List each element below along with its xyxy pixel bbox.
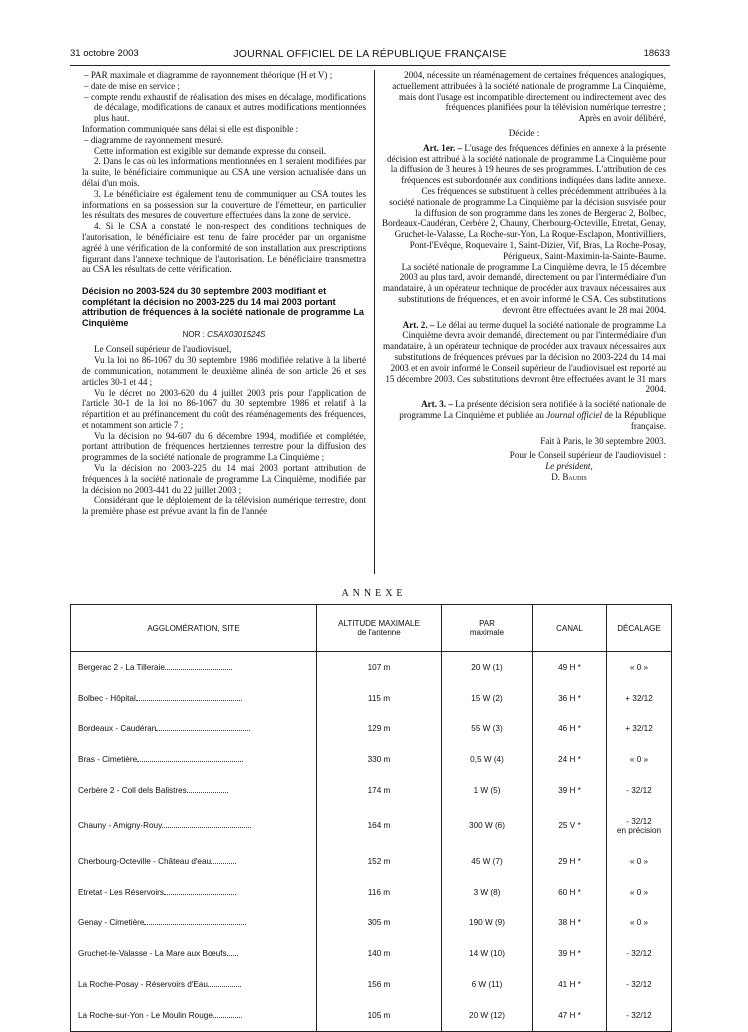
table-header-row	[71, 605, 672, 652]
altitude-cell: 156 m	[317, 969, 442, 1000]
decalage-cell: + 32/12	[607, 714, 672, 745]
decalage-cell: « 0 »	[607, 846, 672, 877]
site-cell: Bras - Cimetière	[71, 744, 317, 775]
par-cell: 20 W (12)	[442, 1000, 533, 1031]
decalage-cell: - 32/12	[607, 1000, 672, 1031]
altitude-cell: 116 m	[317, 877, 442, 908]
dot-leader	[211, 862, 236, 864]
paragraph: Ces fréquences se substituent à celles précédemment attribuées à la société nationale de programme La Cinquième par la décision susvisée pour la diffusion de son programme dans les zones de Bergerac 2, Bolbec, Bordeaux-Caudéran, Cerbère 2, Chauny, Cherbourg-Octeville, Etretat, Genay, Gruchet-le-Valasse, La Roche-sur-Yon, La Roque-Esclapon, Montivilliers, Pont-l'Evêque, Roquevaire 1, Saint-Dizier, Vif, Bras, La Roche-Posay, Périgueux, Saint-Maximin-la-Sainte-Baume.	[382, 185, 666, 261]
par-cell: 14 W (10)	[442, 938, 533, 969]
signature-date: Fait à Paris, le 30 septembre 2003.	[540, 435, 666, 446]
canal-cell: 38 H *	[533, 908, 607, 939]
signature-name: D. Baudis	[551, 471, 587, 482]
altitude-cell: 105 m	[317, 1000, 442, 1031]
paragraph: Vu le décret no 2003-620 du 4 juillet 2003 pris pour l'application de l'article 30-1 de la loi no 86-1067 du 30 septembre 1986 et relatif à la répartition et au préfinancement du coût des réaménagements des fréquences, et notamment son article 7 ;	[82, 387, 366, 430]
dot-leader	[144, 923, 246, 925]
page-number: 18633	[643, 48, 670, 59]
table-row	[71, 969, 672, 1000]
table-row	[71, 652, 672, 683]
par-cell: 1 W (5)	[442, 775, 533, 806]
dot-leader	[156, 729, 249, 731]
page-header	[70, 48, 670, 62]
site-cell: Genay - Cimetière	[71, 908, 317, 939]
paragraph: La société nationale de programme La Cinquième devra, le 15 décembre 2003 au plus tard, avoir demandé, directement ou par l'intermédiaire d'un mandataire, à un opérateur technique de procéder aux travaux nécessaires aux substitutions de fréquences, et en avoir informé le CSA. Ces substitutions devront être effectuées avant le 28 mai 2004.	[382, 261, 666, 315]
list-item: – date de mise en service ;	[84, 80, 180, 91]
par-cell: 6 W (11)	[442, 969, 533, 1000]
par-cell: 300 W (6)	[442, 806, 533, 846]
journal-title: JOURNAL OFFICIEL DE LA RÉPUBLIQUE FRANÇAISE	[233, 48, 507, 60]
decide-heading: Décide :	[508, 127, 540, 138]
paragraph: Information communiquée sans délai si elle est disponible :	[82, 123, 299, 134]
dot-leader	[213, 1016, 242, 1018]
decision-title: Décision no 2003-524 du 30 septembre 2003 modifiant et complétant la décision no 2003-225 du 14 mai 2003 portant attribution de fréquences à la société nationale de programme La Cinquième	[82, 286, 364, 328]
dot-leader	[165, 668, 233, 670]
canal-cell: 24 H *	[533, 744, 607, 775]
decalage-cell: « 0 »	[607, 652, 672, 683]
signature-title: Le président,	[545, 461, 593, 472]
annexe-title: ANNEXE	[341, 588, 407, 599]
altitude-cell: 140 m	[317, 938, 442, 969]
site-cell: La Roche-sur-Yon - Le Moulin Rouge	[71, 1000, 317, 1031]
nor-reference: NOR : CSAX0301524S	[182, 329, 266, 339]
article-2: Art. 2. – Le délai au terme duquel la société nationale de programme La Cinquième devra avoir demandé, directement ou par l'intermédiaire d'un mandataire, à un opérateur technique de procéder aux travaux nécessaires aux substitutions de fréquences prévues par la décision no 2003-224 du 14 mai 2003 et en avoir informé le Conseil supérieur de l'audiovisuel est reporté au 15 décembre 2003. Ces substitutions devront être effectuées avant le 31 mars 2004.	[382, 319, 666, 395]
canal-cell: 29 H *	[533, 846, 607, 877]
altitude-cell: 164 m	[317, 806, 442, 846]
site-cell: Gruchet-le-Valasse - La Mare aux Bœufs	[71, 938, 317, 969]
paragraph: 3. Le bénéficiaire est également tenu de communiquer au CSA toutes les informations en sa possession sur la couverture de l'émetteur, en particulier les résultats des mesures de couverture effectuées dans la zone de service.	[82, 188, 366, 221]
canal-cell: 41 H *	[533, 969, 607, 1000]
paragraph: Après en avoir délibéré,	[578, 113, 666, 124]
canal-cell: 39 H *	[533, 775, 607, 806]
paragraph: 2. Dans le cas où les informations mentionnées en 1 seraient modifiées par la suite, le bénéficiaire communique au CSA une version actualisée dans un délai d'un mois.	[82, 156, 366, 188]
site-cell: Bergerac 2 - La Tilleraie	[71, 652, 317, 683]
column-header-canal: CANAL	[533, 605, 607, 652]
decalage-cell: « 0 »	[607, 908, 672, 939]
dot-leader	[208, 985, 241, 987]
decalage-cell: - 32/12	[607, 969, 672, 1000]
par-cell: 190 W (9)	[442, 908, 533, 939]
table-row	[71, 775, 672, 806]
site-cell: Cerbère 2 - Coll dels Balistres	[71, 775, 317, 806]
header-date: 31 octobre 2003	[70, 48, 139, 59]
table-row	[71, 806, 672, 846]
altitude-cell: 330 m	[317, 744, 442, 775]
header-rule	[70, 65, 670, 66]
table-row	[71, 714, 672, 745]
decalage-cell: « 0 »	[607, 744, 672, 775]
paragraph: Vu la décision no 94-607 du 6 décembre 1994, modifiée et complétée, portant attribution de fréquences hertziennes terrestre pour la diffusion des programmes de la société nationale de programme La Cinquième ;	[82, 430, 366, 463]
decalage-cell: + 32/12	[607, 683, 672, 714]
canal-cell: 25 V *	[533, 806, 607, 846]
par-cell: 55 W (3)	[442, 714, 533, 745]
dot-leader	[162, 826, 251, 828]
table-row	[71, 846, 672, 877]
paragraph: Vu la décision no 2003-225 du 14 mai 2003 portant attribution de fréquences à la société nationale de programme La Cinquième, modifiée par la décision no 2003-441 du 22 juillet 2003 ;	[82, 463, 366, 495]
column-header-site: AGGLOMÉRATION, SITE	[71, 605, 317, 652]
article-1: Art. 1er. – L'usage des fréquences définies en annexe à la présente décision est attribué à la société nationale de programme La Cinquième pour la diffusion de 3 heures à 19 heures de ses programmes. L'attribution de ces fréquences est subordonnée aux conditions indiquées dans ladite annexe.	[386, 142, 666, 186]
altitude-cell: 107 m	[317, 652, 442, 683]
dot-leader	[164, 893, 236, 895]
paragraph: Cette information est exigible sur demande expresse du conseil.	[94, 145, 327, 156]
table-row	[71, 908, 672, 939]
par-cell: 3 W (8)	[442, 877, 533, 908]
article-3: Art. 3. – La présente décision sera notifiée à la société nationale de programme La Cinquième et publiée au Journal officiel de la République française.	[399, 399, 666, 431]
column-divider	[374, 70, 375, 574]
altitude-cell: 129 m	[317, 714, 442, 745]
paragraph: 4. Si le CSA a constaté le non-respect des conditions techniques de l'autorisation, le bénéficiaire est tenu de faire procéder par un organisme agréé à une vérification de la conformité de son installation aux prescriptions figurant dans l'annexe technique de l'autorisation. Le bénéficiaire transmettra au CSA les résultats de cette vérification.	[82, 221, 366, 275]
table-row	[71, 683, 672, 714]
dot-leader	[187, 791, 229, 793]
decalage-cell: - 32/12	[607, 775, 672, 806]
dot-leader	[137, 760, 243, 762]
altitude-cell: 115 m	[317, 683, 442, 714]
site-cell: Cherbourg-Octeville - Château d'eau	[71, 846, 317, 877]
right-column	[382, 70, 666, 483]
list-item: – PAR maximale et diagramme de rayonnement théorique (H et V) ;	[84, 70, 333, 80]
column-header-par: PAR maximale	[442, 605, 533, 652]
paragraph: Le Conseil supérieur de l'audiovisuel,	[94, 344, 232, 355]
altitude-cell: 305 m	[317, 908, 442, 939]
site-cell: Etretat - Les Réservoirs	[71, 877, 317, 908]
table-row	[71, 877, 672, 908]
decalage-cell: - 32/12	[607, 938, 672, 969]
decalage-cell: - 32/12 en précision	[607, 806, 672, 846]
left-column	[82, 70, 366, 517]
table-row	[71, 1000, 672, 1031]
table-row	[71, 744, 672, 775]
table-row	[71, 938, 672, 969]
canal-cell: 36 H *	[533, 683, 607, 714]
canal-cell: 39 H *	[533, 938, 607, 969]
decalage-cell: « 0 »	[607, 877, 672, 908]
paragraph: Vu la loi no 86-1067 du 30 septembre 1986 modifiée relative à la liberté de communication, notamment le deuxième alinéa de son article 26 et ses articles 30-1 et 44 ;	[82, 355, 366, 387]
frequency-table	[70, 604, 672, 1032]
column-header-altitude: ALTITUDE MAXIMALE de l'antenne	[317, 605, 442, 652]
list-item: – compte rendu exhaustif de réalisation des mises en décalage, modifications de décalage, modifications de canaux et autres modifications mentionnées plus haut.	[84, 91, 366, 124]
par-cell: 0,5 W (4)	[442, 744, 533, 775]
canal-cell: 47 H *	[533, 1000, 607, 1031]
altitude-cell: 152 m	[317, 846, 442, 877]
par-cell: 45 W (7)	[442, 846, 533, 877]
altitude-cell: 174 m	[317, 775, 442, 806]
canal-cell: 60 H *	[533, 877, 607, 908]
site-cell: Chauny - Amigny-Rouy	[71, 806, 317, 846]
canal-cell: 49 H *	[533, 652, 607, 683]
paragraph: 2004, nécessite un réaménagement de certaines fréquences analogiques, actuellement attribuées à la société nationale de programme La Cinquième, mais dont l'usage est incompatible directement ou indirectement avec des fréquences planifiées pour la télévision numérique terrestre ;	[392, 70, 666, 113]
column-header-decalage: DÉCALAGE	[607, 605, 672, 652]
par-cell: 20 W (1)	[442, 652, 533, 683]
signature-body: Pour le Conseil supérieur de l'audiovisuel :	[509, 450, 666, 461]
dot-leader	[136, 699, 242, 701]
canal-cell: 46 H *	[533, 714, 607, 745]
par-cell: 15 W (2)	[442, 683, 533, 714]
dot-leader	[227, 954, 239, 956]
site-cell: Bordeaux - Caudéran	[71, 714, 317, 745]
site-cell: Bolbec - Hôpital	[71, 683, 317, 714]
list-item: – diagramme de rayonnement mesuré.	[84, 134, 224, 145]
site-cell: La Roche-Posay - Réservoirs d'Eau	[71, 969, 317, 1000]
paragraph: Considérant que le déploiement de la télévision numérique terrestre, dont la première phase est prévue avant la fin de l'année	[82, 495, 366, 517]
